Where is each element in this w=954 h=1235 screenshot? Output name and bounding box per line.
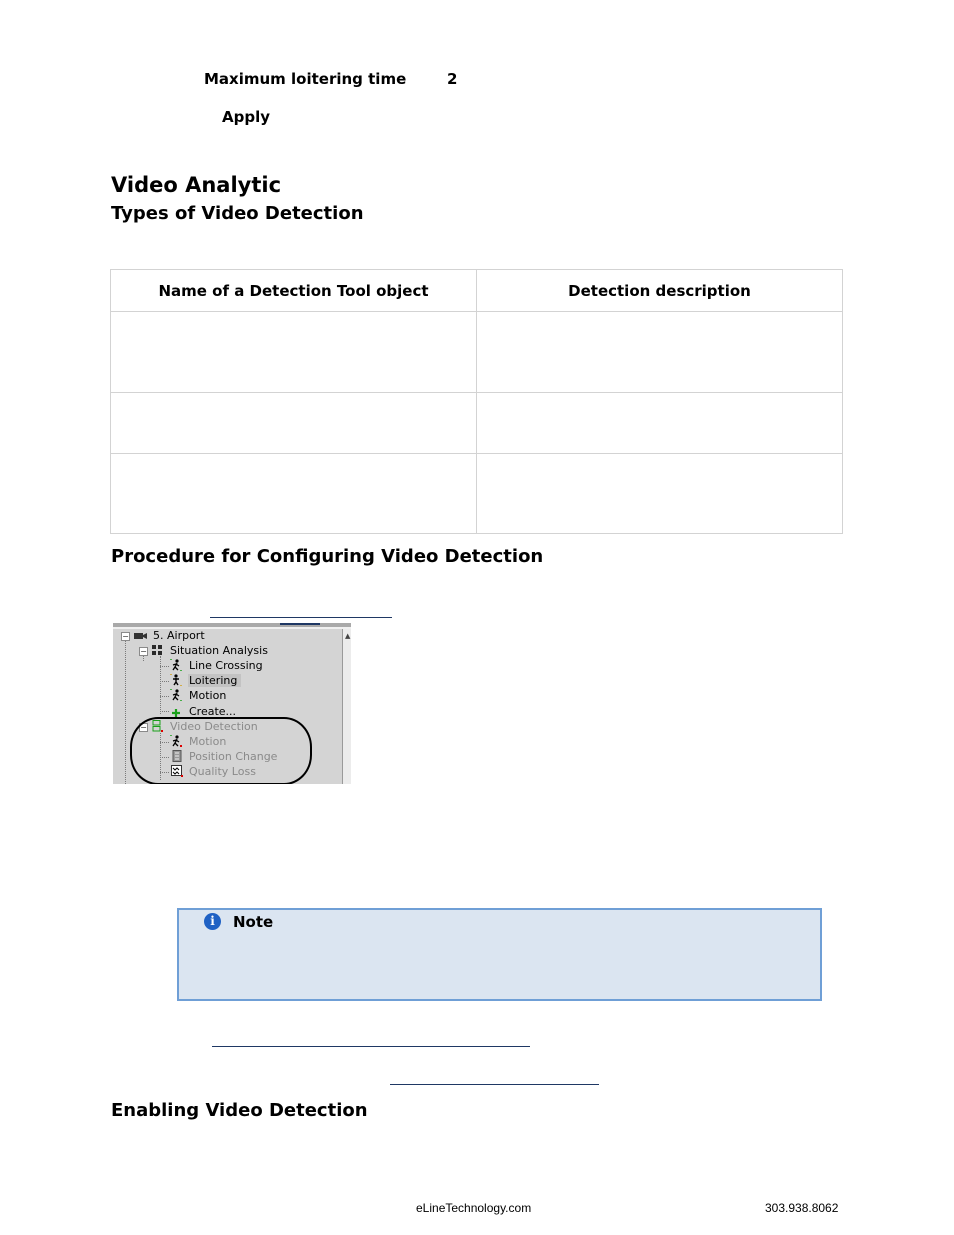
collapse-icon[interactable]: − [140, 647, 147, 656]
tree-connector [160, 666, 169, 667]
footer-website: eLineTechnology.com [416, 1201, 532, 1215]
table-cell [477, 312, 843, 393]
max-loitering-label: Maximum loitering time [204, 70, 407, 88]
hyperlink-underline-fragment [280, 623, 320, 625]
heading-procedure: Procedure for Configuring Video Detection [111, 546, 544, 567]
collapse-icon[interactable]: − [140, 723, 147, 732]
tree-connector [160, 711, 169, 712]
loitering-icon [170, 674, 182, 686]
footer-phone: 303.938.8062 [765, 1201, 839, 1215]
tree-top-highlight [113, 627, 351, 629]
hyperlink-underline[interactable] [212, 1046, 530, 1047]
heading-types-of-video-detection: Types of Video Detection [111, 203, 364, 224]
apply-label: Apply [222, 108, 271, 126]
tree-node-quality-loss[interactable]: Quality Loss [189, 765, 256, 778]
tree-connector [160, 696, 169, 697]
tree-connector [125, 636, 126, 784]
heading-enabling-video-detection: Enabling Video Detection [111, 1100, 368, 1121]
table-header-description: Detection description [477, 270, 843, 312]
tree-node-airport[interactable]: 5. Airport [153, 629, 205, 642]
tree-scrollbar[interactable] [342, 629, 351, 784]
table-row [111, 454, 843, 534]
tree-node-line-crossing[interactable]: Line Crossing [189, 659, 263, 672]
table-header-tool-name: Name of a Detection Tool object [111, 270, 477, 312]
table-row [111, 312, 843, 393]
camera-icon [133, 630, 148, 642]
scroll-up-arrow-icon[interactable]: ▲ [345, 632, 351, 640]
tree-node-video-detection[interactable]: Video Detection [170, 720, 258, 733]
tree-node-loitering[interactable]: Loitering [188, 674, 241, 687]
tree-node-situation-analysis[interactable]: Situation Analysis [170, 644, 268, 657]
highlight-oval [130, 717, 312, 784]
section-title-video-analytic: Video Analytic [111, 173, 282, 197]
motion-icon [170, 689, 182, 701]
note-title: Note [233, 913, 274, 931]
info-icon: i [204, 913, 221, 930]
table-row [111, 393, 843, 454]
hyperlink-underline[interactable] [210, 617, 392, 618]
table-cell [111, 312, 477, 393]
situation-analysis-icon [151, 644, 163, 656]
table-cell [477, 454, 843, 534]
tree-connector [160, 681, 169, 682]
table-cell [477, 393, 843, 454]
note-callout [177, 908, 822, 1001]
detection-tools-table [110, 269, 843, 534]
tree-node-create[interactable]: Create... [189, 705, 237, 718]
tree-node-position-change[interactable]: Position Change [189, 750, 278, 763]
hyperlink-underline[interactable] [390, 1084, 599, 1085]
table-cell [111, 454, 477, 534]
tree-node-motion-situation[interactable]: Motion [189, 689, 227, 702]
tree-connector [160, 656, 161, 714]
collapse-icon[interactable]: − [122, 632, 129, 641]
table-cell [111, 393, 477, 454]
object-tree-screenshot [113, 623, 351, 784]
line-crossing-icon [170, 659, 182, 671]
max-loitering-value: 2 [447, 70, 458, 88]
tree-node-motion-video[interactable]: Motion [189, 735, 227, 748]
